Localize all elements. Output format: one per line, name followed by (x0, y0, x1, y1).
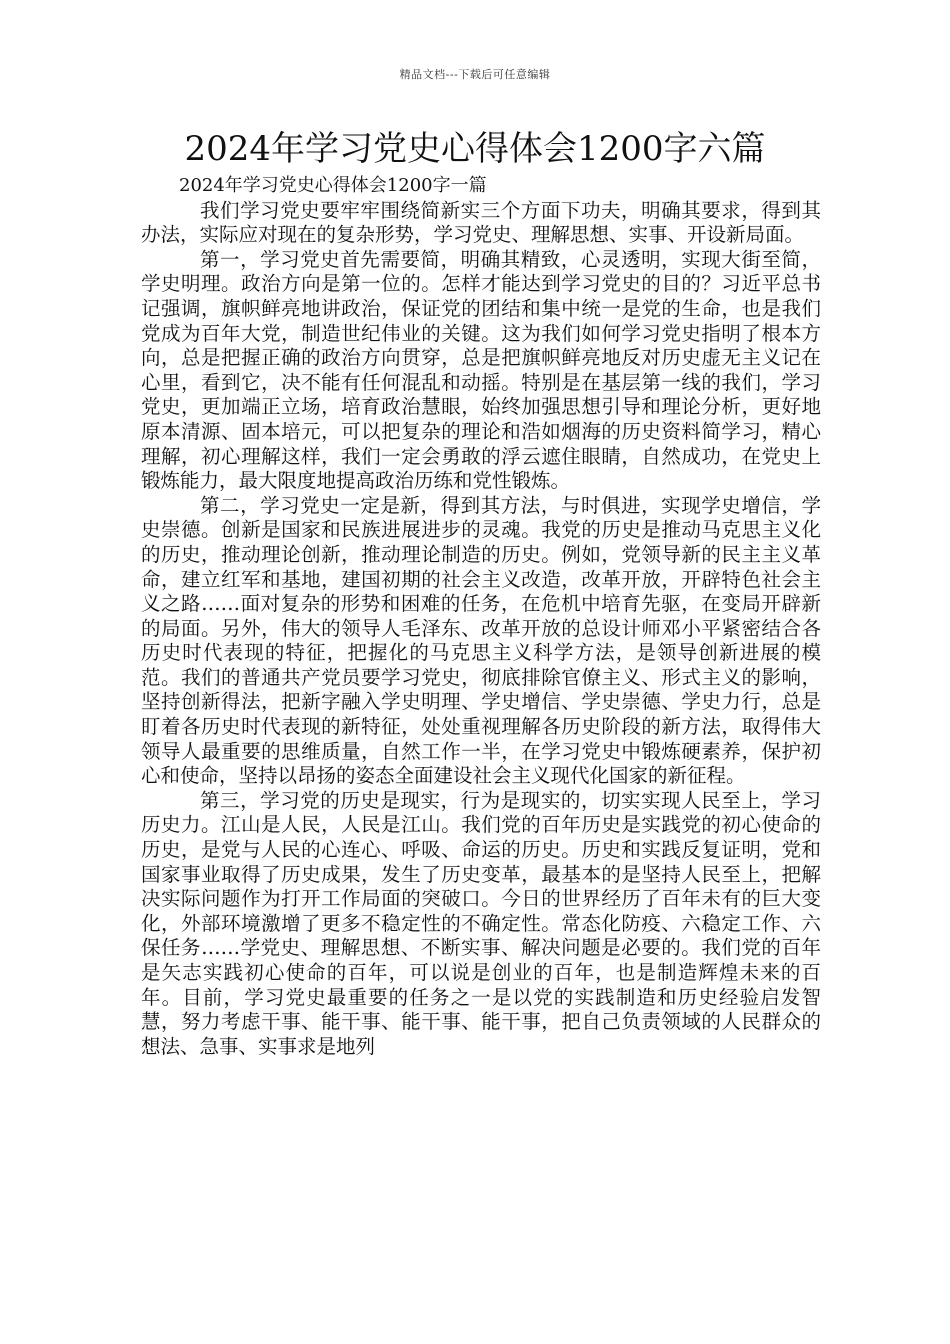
paragraph-intro: 我们学习党史要牢牢围绕简新实三个方面下功夫，明确其要求，得到其办法，实际应对现在的复杂形势，学习党史、理解思想、实事、开设新局面。 (141, 198, 821, 247)
section-subtitle: 2024年学习党史心得体会1200字一篇 (179, 175, 487, 196)
paragraph-second-point: 第二，学习党史一定是新，得到其方法，与时俱进，实现学史增信，学史崇德。创新是国家和民族进展进步的灵魂。我党的历史是推动马克思主义化的历史，推动理论创新，推动理论制造的历史。例如，党领导新的民主主义革命，建立红军和基地，建国初期的社会主义改造，改革开放，开辟特色社会主义之路……面对复杂的形势和困难的任务，在危机中培育先驱，在变局开辟新的局面。另外，伟大的领导人毛泽东、改革开放的总设计师邓小平紧密结合各历史时代表现的特征，把握化的马克思主义科学方法，是领导创新进展的模范。我们的普通共产党员要学习党史，彻底排除官僚主义、形式主义的影响，坚持创新得法，把新字融入学史明理、学史增信、学史崇德、学史力行，总是盯着各历史时代表现的新特征，处处重视理解各历史阶段的新方法，取得伟大领导人最重要的思维质量，自然工作一半，在学习党史中锻炼硬素养，保护初心和使命，坚持以昂扬的姿态全面建设社会主义现代化国家的新征程。 (141, 493, 821, 788)
document-body (141, 174, 821, 1059)
document-title: 2024年学习党史心得体会1200字六篇 (184, 129, 766, 169)
paragraph-first-point: 第一，学习党史首先需要简，明确其精致，心灵透明，实现大街至简，学史明理。政治方向是第一位的。怎样才能达到学习党史的目的？习近平总书记强调，旗帜鲜亮地讲政治，保证党的团结和集中统一是党的生命，也是我们党成为百年大党，制造世纪伟业的关键。这为我们如何学习党史指明了根本方向，总是把握正确的政治方向贯穿，总是把旗帜鲜亮地反对历史虚无主义记在心里，看到它，决不能有任何混乱和动摇。特别是在基层第一线的我们，学习党史，更加端正立场，培育政治慧眼，始终加强思想引导和理论分析，更好地原本清源、固本培元，可以把复杂的理论和浩如烟海的历史资料简学习，精心理解，初心理解这样，我们一定会勇敢的浮云遮住眼睛，自然成功，在党史上锻炼能力，最大限度地提高政治历练和党性锻炼。 (141, 247, 821, 493)
paragraph-third-point: 第三，学习党的历史是现实，行为是现实的，切实实现人民至上，学习历史力。江山是人民，人民是江山。我们党的百年历史是实践党的初心使命的历史，是党与人民的心连心、呼吸、命运的历史。历史和实践反复证明，党和国家事业取得了历史成果，发生了历史变革，最基本的是坚持人民至上，把解决实际问题作为打开工作局面的突破口。今日的世界经历了百年未有的巨大变化，外部环境激增了更多不稳定性的不确定性。常态化防疫、六稳定工作、六保任务……学党史、理解思想、不断实事、解决问题是必要的。我们党的百年是矢志实践初心使命的百年，可以说是创业的百年，也是制造辉煌未来的百年。目前，学习党史最重要的任务之一是以党的实践制造和历史经验启发智慧，努力考虑干事、能干事、能干事、能干事，把自己负责领域的人民群众的想法、急事、实事求是地列 (141, 788, 821, 1058)
header-note: 精品文档---下载后可任意编辑 (399, 68, 551, 81)
